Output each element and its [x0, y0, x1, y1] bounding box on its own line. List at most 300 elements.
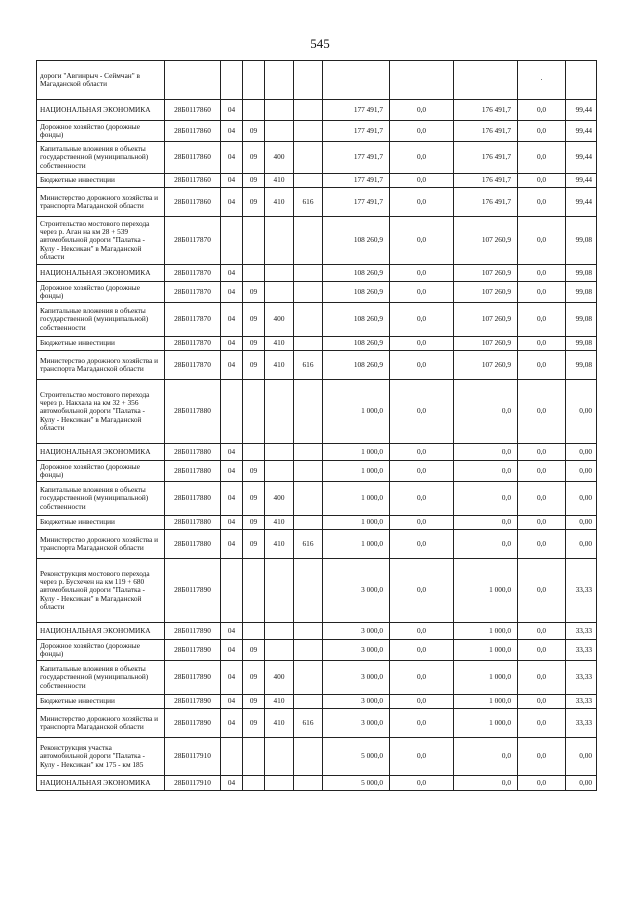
row-section: 04 [221, 530, 243, 559]
table-row [37, 695, 597, 709]
table-row [37, 776, 597, 791]
row-federal-executed: 0,0 [518, 559, 566, 623]
row-section: 04 [221, 776, 243, 791]
row-federal-planned: 0,0 [390, 188, 454, 217]
row-name: Бюджетные инвестиции [37, 695, 165, 709]
row-federal-planned: 0,0 [390, 482, 454, 516]
row-administrator [294, 559, 323, 623]
row-csr-code: 28Б0117860 [165, 121, 221, 142]
row-planned-amount: 1 000,0 [323, 461, 390, 482]
row-federal-executed: 0,0 [518, 482, 566, 516]
row-planned-amount: 177 491,7 [323, 142, 390, 174]
row-csr-code: 28Б0117870 [165, 282, 221, 303]
row-name: Министерство дорожного хозяйства и транспорта Магаданской области [37, 351, 165, 380]
row-federal-executed: 0,0 [518, 282, 566, 303]
row-name: НАЦИОНАЛЬНАЯ ЭКОНОМИКА [37, 623, 165, 640]
row-executed-amount: 0,0 [454, 461, 518, 482]
row-subsection [243, 265, 265, 282]
row-planned-amount: 108 260,9 [323, 351, 390, 380]
row-name: Дорожное хозяйство (дорожные фонды) [37, 282, 165, 303]
row-federal-executed: 0,0 [518, 174, 566, 188]
row-section [221, 559, 243, 623]
row-subsection [243, 61, 265, 100]
row-name: Министерство дорожного хозяйства и транспорта Магаданской области [37, 530, 165, 559]
row-execution-percent: 99,08 [566, 265, 597, 282]
row-name: Капитальные вложения в объекты государственной (муниципальной) собственности [37, 303, 165, 337]
row-administrator [294, 661, 323, 695]
row-executed-amount: 1 000,0 [454, 695, 518, 709]
row-execution-percent: 99,44 [566, 188, 597, 217]
budget-table [36, 60, 597, 791]
row-subsection: 09 [243, 188, 265, 217]
row-planned-amount: 3 000,0 [323, 709, 390, 738]
row-subsection [243, 380, 265, 444]
row-administrator [294, 337, 323, 351]
table-row [37, 100, 597, 121]
row-federal-planned: 0,0 [390, 380, 454, 444]
table-row [37, 282, 597, 303]
row-executed-amount: 107 260,9 [454, 282, 518, 303]
row-execution-percent: 99,44 [566, 100, 597, 121]
row-section [221, 380, 243, 444]
row-section: 04 [221, 282, 243, 303]
row-executed-amount: 176 491,7 [454, 174, 518, 188]
table-body [37, 61, 597, 791]
row-executed-amount [454, 61, 518, 100]
table-row [37, 351, 597, 380]
row-administrator [294, 461, 323, 482]
row-execution-percent: 0,00 [566, 461, 597, 482]
row-federal-planned [390, 61, 454, 100]
row-administrator [294, 623, 323, 640]
row-name: Дорожное хозяйство (дорожные фонды) [37, 640, 165, 661]
row-name: Дорожное хозяйство (дорожные фонды) [37, 461, 165, 482]
row-subsection: 09 [243, 482, 265, 516]
row-name: Капитальные вложения в объекты государственной (муниципальной) собственности [37, 482, 165, 516]
row-csr-code: 28Б0117880 [165, 482, 221, 516]
row-administrator [294, 738, 323, 776]
table-row [37, 530, 597, 559]
row-section: 04 [221, 461, 243, 482]
table-row [37, 121, 597, 142]
row-expense-type [265, 61, 294, 100]
table-row [37, 142, 597, 174]
row-planned-amount: 3 000,0 [323, 559, 390, 623]
row-expense-type: 410 [265, 530, 294, 559]
row-federal-executed: 0,0 [518, 351, 566, 380]
row-section: 04 [221, 188, 243, 217]
row-administrator [294, 303, 323, 337]
row-execution-percent: 99,08 [566, 351, 597, 380]
row-execution-percent: 0,00 [566, 516, 597, 530]
row-expense-type [265, 738, 294, 776]
row-expense-type: 410 [265, 709, 294, 738]
row-expense-type: 410 [265, 695, 294, 709]
table-row [37, 380, 597, 444]
row-administrator [294, 482, 323, 516]
table-row [37, 188, 597, 217]
row-federal-planned: 0,0 [390, 461, 454, 482]
row-administrator [294, 776, 323, 791]
row-planned-amount: 108 260,9 [323, 303, 390, 337]
row-administrator [294, 142, 323, 174]
row-planned-amount: 108 260,9 [323, 265, 390, 282]
row-section: 04 [221, 303, 243, 337]
row-expense-type: 410 [265, 351, 294, 380]
row-administrator [294, 695, 323, 709]
row-executed-amount: 176 491,7 [454, 142, 518, 174]
row-administrator: 616 [294, 530, 323, 559]
row-planned-amount: 3 000,0 [323, 695, 390, 709]
row-execution-percent: 0,00 [566, 776, 597, 791]
row-planned-amount: 1 000,0 [323, 516, 390, 530]
row-executed-amount: 107 260,9 [454, 217, 518, 265]
row-subsection: 09 [243, 530, 265, 559]
row-federal-executed: 0,0 [518, 217, 566, 265]
row-federal-planned: 0,0 [390, 776, 454, 791]
row-planned-amount: 1 000,0 [323, 444, 390, 461]
row-execution-percent: 99,08 [566, 337, 597, 351]
row-name: Министерство дорожного хозяйства и транспорта Магаданской области [37, 188, 165, 217]
row-section [221, 61, 243, 100]
row-csr-code: 28Б0117890 [165, 709, 221, 738]
row-executed-amount: 1 000,0 [454, 709, 518, 738]
row-federal-executed: 0,0 [518, 661, 566, 695]
row-name: Бюджетные инвестиции [37, 516, 165, 530]
row-federal-planned: 0,0 [390, 142, 454, 174]
row-expense-type: 410 [265, 188, 294, 217]
row-executed-amount: 0,0 [454, 380, 518, 444]
row-federal-planned: 0,0 [390, 559, 454, 623]
row-expense-type [265, 265, 294, 282]
table-row [37, 461, 597, 482]
row-csr-code: 28Б0117880 [165, 461, 221, 482]
row-subsection: 09 [243, 695, 265, 709]
row-execution-percent: 33,33 [566, 559, 597, 623]
row-executed-amount: 1 000,0 [454, 559, 518, 623]
row-federal-executed: 0,0 [518, 695, 566, 709]
row-expense-type: 400 [265, 142, 294, 174]
row-expense-type [265, 121, 294, 142]
row-name: Строительство мостового перехода через р. Аган на км 28 + 539 автомобильной дороги "Палатка - Кулу - Нексикан" в Магаданской области [37, 217, 165, 265]
row-expense-type: 400 [265, 482, 294, 516]
row-executed-amount: 176 491,7 [454, 188, 518, 217]
row-execution-percent: 0,00 [566, 482, 597, 516]
row-expense-type [265, 776, 294, 791]
row-executed-amount: 107 260,9 [454, 337, 518, 351]
row-name: Строительство мостового перехода через р. Накхала на км 32 + 356 автомобильной дороги "Палатка - Кулу - Нексикан" в Магаданской области [37, 380, 165, 444]
row-federal-planned: 0,0 [390, 709, 454, 738]
row-csr-code: 28Б0117860 [165, 142, 221, 174]
row-csr-code: 28Б0117870 [165, 303, 221, 337]
row-execution-percent: 33,33 [566, 709, 597, 738]
row-execution-percent: 99,08 [566, 217, 597, 265]
row-name: НАЦИОНАЛЬНАЯ ЭКОНОМИКА [37, 444, 165, 461]
row-federal-executed: 0,0 [518, 461, 566, 482]
row-executed-amount: 0,0 [454, 482, 518, 516]
row-csr-code: 28Б0117880 [165, 444, 221, 461]
row-federal-planned: 0,0 [390, 303, 454, 337]
row-expense-type [265, 100, 294, 121]
row-federal-planned: 0,0 [390, 695, 454, 709]
row-executed-amount: 0,0 [454, 738, 518, 776]
row-federal-planned: 0,0 [390, 174, 454, 188]
row-section: 04 [221, 121, 243, 142]
row-subsection [243, 623, 265, 640]
row-execution-percent: 99,44 [566, 174, 597, 188]
row-name: Бюджетные инвестиции [37, 337, 165, 351]
table-row [37, 482, 597, 516]
row-federal-executed: 0,0 [518, 380, 566, 444]
table-row [37, 61, 597, 100]
row-administrator: 616 [294, 351, 323, 380]
row-expense-type: 400 [265, 661, 294, 695]
row-section: 04 [221, 695, 243, 709]
row-expense-type [265, 217, 294, 265]
row-section: 04 [221, 444, 243, 461]
row-section: 04 [221, 265, 243, 282]
row-planned-amount: 3 000,0 [323, 661, 390, 695]
row-subsection [243, 738, 265, 776]
row-federal-executed: 0,0 [518, 530, 566, 559]
row-federal-planned: 0,0 [390, 282, 454, 303]
row-name: НАЦИОНАЛЬНАЯ ЭКОНОМИКА [37, 265, 165, 282]
row-expense-type: 410 [265, 337, 294, 351]
row-federal-executed: 0,0 [518, 623, 566, 640]
row-federal-planned: 0,0 [390, 337, 454, 351]
row-executed-amount: 107 260,9 [454, 303, 518, 337]
row-federal-executed: 0,0 [518, 188, 566, 217]
table-row [37, 174, 597, 188]
row-administrator [294, 217, 323, 265]
row-name: Капитальные вложения в объекты государственной (муниципальной) собственности [37, 142, 165, 174]
row-planned-amount: 177 491,7 [323, 174, 390, 188]
row-expense-type: 410 [265, 174, 294, 188]
row-name: Дорожное хозяйство (дорожные фонды) [37, 121, 165, 142]
row-administrator: 616 [294, 188, 323, 217]
row-administrator [294, 640, 323, 661]
row-executed-amount: 0,0 [454, 776, 518, 791]
row-administrator [294, 516, 323, 530]
table-row [37, 623, 597, 640]
row-executed-amount: 176 491,7 [454, 121, 518, 142]
row-executed-amount: 1 000,0 [454, 640, 518, 661]
row-administrator [294, 380, 323, 444]
table-row [37, 738, 597, 776]
row-administrator [294, 121, 323, 142]
row-name: НАЦИОНАЛЬНАЯ ЭКОНОМИКА [37, 776, 165, 791]
row-name: Бюджетные инвестиции [37, 174, 165, 188]
row-execution-percent: 99,44 [566, 121, 597, 142]
row-expense-type [265, 461, 294, 482]
row-expense-type [265, 623, 294, 640]
row-section: 04 [221, 100, 243, 121]
row-section: 04 [221, 351, 243, 380]
row-execution-percent: 33,33 [566, 623, 597, 640]
row-expense-type: 400 [265, 303, 294, 337]
row-csr-code: 28Б0117860 [165, 100, 221, 121]
row-subsection: 09 [243, 142, 265, 174]
row-subsection [243, 559, 265, 623]
row-executed-amount: 0,0 [454, 444, 518, 461]
row-csr-code: 28Б0117890 [165, 640, 221, 661]
row-planned-amount [323, 61, 390, 100]
row-section: 04 [221, 709, 243, 738]
row-planned-amount: 108 260,9 [323, 282, 390, 303]
table-row [37, 559, 597, 623]
row-section [221, 738, 243, 776]
row-administrator [294, 174, 323, 188]
row-federal-executed: 0,0 [518, 100, 566, 121]
row-section: 04 [221, 174, 243, 188]
row-federal-planned: 0,0 [390, 661, 454, 695]
row-csr-code: 28Б0117880 [165, 516, 221, 530]
page-number: 545 [310, 36, 330, 51]
row-section: 04 [221, 661, 243, 695]
table-row [37, 265, 597, 282]
row-csr-code: 28Б0117910 [165, 776, 221, 791]
row-execution-percent: 0,00 [566, 380, 597, 444]
row-csr-code: 28Б0117870 [165, 351, 221, 380]
row-csr-code: 28Б0117890 [165, 623, 221, 640]
row-csr-code: 28Б0117890 [165, 559, 221, 623]
row-planned-amount: 108 260,9 [323, 217, 390, 265]
row-administrator [294, 100, 323, 121]
row-planned-amount: 177 491,7 [323, 188, 390, 217]
row-section: 04 [221, 337, 243, 351]
row-federal-executed: 0,0 [518, 516, 566, 530]
row-federal-planned: 0,0 [390, 640, 454, 661]
row-federal-executed: 0,0 [518, 709, 566, 738]
row-federal-planned: 0,0 [390, 100, 454, 121]
row-planned-amount: 1 000,0 [323, 530, 390, 559]
row-name: Реконструкция участка автомобильной дороги "Палатка - Кулу - Нексикан" км 175 - км 185 [37, 738, 165, 776]
row-federal-planned: 0,0 [390, 121, 454, 142]
row-expense-type [265, 380, 294, 444]
row-executed-amount: 1 000,0 [454, 661, 518, 695]
row-federal-planned: 0,0 [390, 530, 454, 559]
row-csr-code: 28Б0117860 [165, 188, 221, 217]
table-row [37, 303, 597, 337]
row-administrator [294, 282, 323, 303]
row-subsection: 09 [243, 709, 265, 738]
row-federal-executed: 0,0 [518, 303, 566, 337]
row-subsection [243, 100, 265, 121]
row-planned-amount: 108 260,9 [323, 337, 390, 351]
row-executed-amount: 176 491,7 [454, 100, 518, 121]
row-subsection: 09 [243, 661, 265, 695]
row-subsection: 09 [243, 303, 265, 337]
row-executed-amount: 1 000,0 [454, 623, 518, 640]
row-section: 04 [221, 640, 243, 661]
row-planned-amount: 3 000,0 [323, 623, 390, 640]
table-row [37, 661, 597, 695]
row-federal-executed: · [518, 61, 566, 100]
row-execution-percent: 0,00 [566, 738, 597, 776]
row-planned-amount: 177 491,7 [323, 121, 390, 142]
row-subsection: 09 [243, 351, 265, 380]
row-federal-planned: 0,0 [390, 738, 454, 776]
row-federal-planned: 0,0 [390, 516, 454, 530]
row-csr-code [165, 61, 221, 100]
row-federal-executed: 0,0 [518, 738, 566, 776]
row-section [221, 217, 243, 265]
row-administrator [294, 61, 323, 100]
row-execution-percent: 0,00 [566, 530, 597, 559]
row-subsection: 09 [243, 461, 265, 482]
row-federal-planned: 0,0 [390, 217, 454, 265]
row-csr-code: 28Б0117880 [165, 530, 221, 559]
row-execution-percent: 33,33 [566, 661, 597, 695]
row-name: Министерство дорожного хозяйства и транспорта Магаданской области [37, 709, 165, 738]
row-federal-planned: 0,0 [390, 623, 454, 640]
row-execution-percent: 33,33 [566, 640, 597, 661]
row-federal-planned: 0,0 [390, 351, 454, 380]
row-name: Капитальные вложения в объекты государственной (муниципальной) собственности [37, 661, 165, 695]
row-execution-percent: 99,44 [566, 142, 597, 174]
row-planned-amount: 1 000,0 [323, 482, 390, 516]
row-subsection [243, 444, 265, 461]
row-subsection [243, 217, 265, 265]
row-planned-amount: 1 000,0 [323, 380, 390, 444]
row-administrator [294, 444, 323, 461]
row-expense-type [265, 444, 294, 461]
row-subsection [243, 776, 265, 791]
row-executed-amount: 0,0 [454, 516, 518, 530]
row-federal-executed: 0,0 [518, 640, 566, 661]
row-federal-executed: 0,0 [518, 337, 566, 351]
row-section: 04 [221, 516, 243, 530]
row-name: Реконструкция мостового перехода через р. Бусхечен на км 119 + 680 автомобильной дороги "Палатка - Кулу - Нексикан" в Магаданской области [37, 559, 165, 623]
row-federal-executed: 0,0 [518, 121, 566, 142]
row-executed-amount: 0,0 [454, 530, 518, 559]
row-executed-amount: 107 260,9 [454, 351, 518, 380]
row-csr-code: 28Б0117880 [165, 380, 221, 444]
row-csr-code: 28Б0117860 [165, 174, 221, 188]
row-subsection: 09 [243, 337, 265, 351]
row-expense-type [265, 559, 294, 623]
row-federal-executed: 0,0 [518, 776, 566, 791]
row-federal-planned: 0,0 [390, 444, 454, 461]
table-row [37, 337, 597, 351]
row-execution-percent: 33,33 [566, 695, 597, 709]
row-expense-type [265, 640, 294, 661]
row-execution-percent: 0,00 [566, 444, 597, 461]
row-section: 04 [221, 142, 243, 174]
table-row [37, 640, 597, 661]
row-administrator: 616 [294, 709, 323, 738]
row-subsection: 09 [243, 121, 265, 142]
row-federal-planned: 0,0 [390, 265, 454, 282]
table-row [37, 444, 597, 461]
row-section: 04 [221, 623, 243, 640]
row-planned-amount: 177 491,7 [323, 100, 390, 121]
row-subsection: 09 [243, 282, 265, 303]
row-administrator [294, 265, 323, 282]
row-federal-executed: 0,0 [518, 444, 566, 461]
row-execution-percent: 99,08 [566, 303, 597, 337]
row-planned-amount: 5 000,0 [323, 738, 390, 776]
row-csr-code: 28Б0117870 [165, 337, 221, 351]
row-planned-amount: 3 000,0 [323, 640, 390, 661]
row-subsection: 09 [243, 640, 265, 661]
row-executed-amount: 107 260,9 [454, 265, 518, 282]
row-name: дороги "Авгинрыч - Сеймчан" в Магаданской области [37, 61, 165, 100]
row-federal-executed: 0,0 [518, 142, 566, 174]
row-subsection: 09 [243, 516, 265, 530]
row-csr-code: 28Б0117890 [165, 695, 221, 709]
row-expense-type: 410 [265, 516, 294, 530]
